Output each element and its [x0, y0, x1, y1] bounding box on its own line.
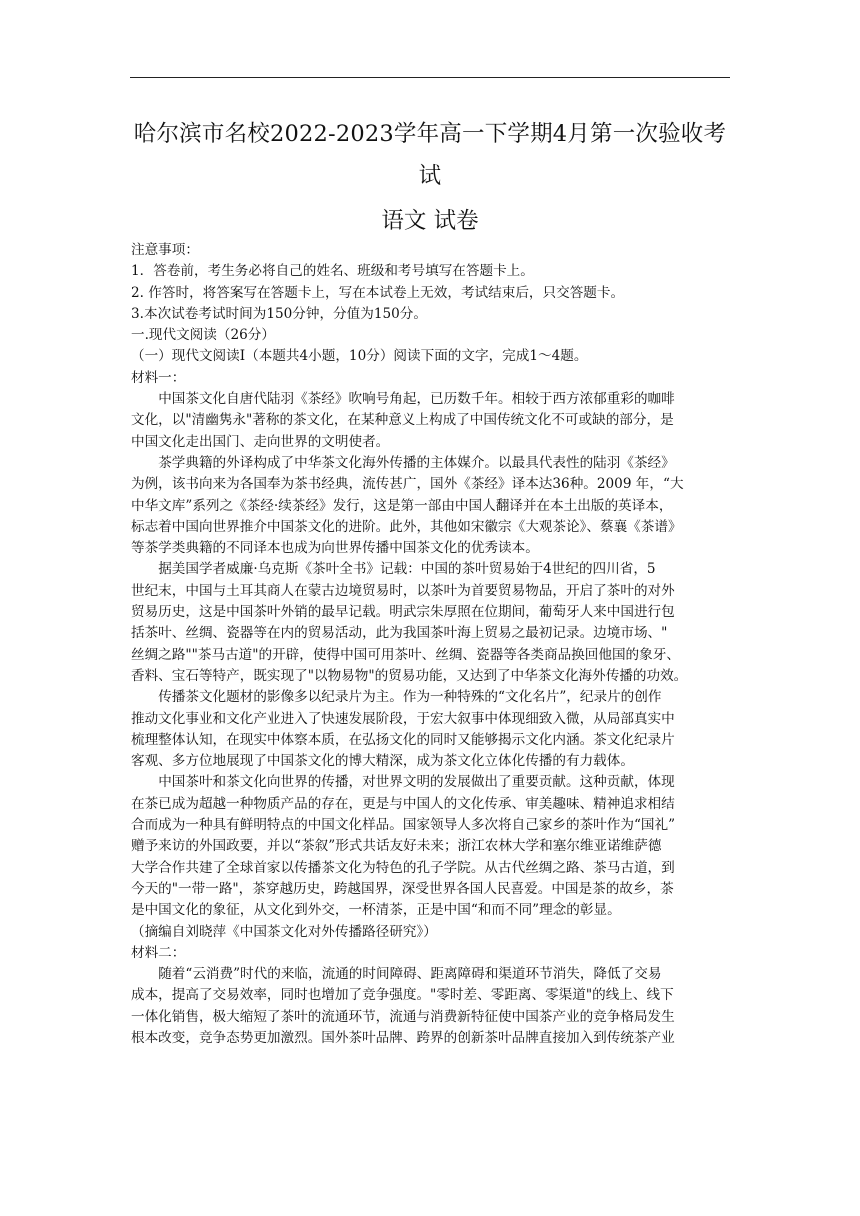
text-line: 成本，提高了交易效率，同时也增加了竞争强度。"零时差、零距离、零渠道"的线上、线下	[131, 987, 674, 1004]
material2-label: 材料二：	[131, 944, 186, 961]
material1-paragraph-1	[131, 389, 731, 453]
material2-paragraph-1	[131, 964, 731, 1049]
text-line: 在茶已成为超越一种物质产品的存在，更是与中国人的文化传承、审美趣味、精神追求相结	[131, 795, 675, 812]
material1-paragraph-2	[131, 453, 731, 559]
text-line: 标志着中国向世界推介中国茶文化的进阶。此外，其他如宋徽宗《大观茶论》、蔡襄《茶谱》	[131, 518, 682, 535]
material1-paragraph-4	[131, 687, 731, 772]
text-line: 梳理整体认知，在现实中体察本质，在弘扬文化的同时又能够揭示文化内涵。茶文化纪录片	[131, 731, 675, 748]
text-line: 推动文化事业和文化产业进入了快速发展阶段，于宏大叙事中体现细致入微，从局部真实中	[131, 710, 675, 727]
text-line: 文化，以"清幽隽永"著称的茶文化，在某种意义上构成了中国传统文化不可或缺的部分，是	[131, 412, 674, 429]
text-line: 根本改变，竞争态势更加激烈。国外茶叶品牌、跨界的创新茶叶品牌直接加入到传统茶产业	[131, 1029, 675, 1046]
text-line: 客观、多方位地展现了中国茶文化的博大精深，成为茶文化立体化传播的有力载体。	[131, 753, 634, 770]
exam-subtitle: 语文 试卷	[381, 208, 479, 234]
text-line: 中国文化走出国门、走向世界的文明使者。	[131, 433, 390, 450]
header-rule	[130, 77, 730, 78]
text-line: 据美国学者威廉·乌克斯《茶叶全书》记载：中国的茶叶贸易始于4世纪的四川省，5	[158, 561, 656, 578]
section-heading: 一.现代文阅读（26分）	[131, 327, 275, 344]
text-line: 为例，该书向来为各国奉为茶书经典，流传甚广，国外《茶经》译本达36种。2009 年，“大	[131, 476, 684, 493]
material1-label: 材料一：	[131, 369, 186, 386]
material1-paragraph-5	[131, 772, 731, 921]
text-line: 大学合作共建了全球首家以传播茶文化为特色的孔子学院。从古代丝绸之路、茶马古道，到	[131, 859, 675, 876]
text-line: 等茶学类典籍的不同译本也成为向世界传播中国茶文化的优秀读本。	[131, 540, 539, 557]
notice-item: 2. 作答时，将答案写在答题卡上，写在本试卷上无效，考试结束后，只交答题卡。	[131, 284, 625, 301]
text-line: 传播茶文化题材的影像多以纪录片为主。作为一种特殊的“文化名片”，纪录片的创作	[158, 689, 662, 706]
text-line: 合而成为一种具有鲜明特点的中国文化样品。国家领导人多次将自己家乡的茶叶作为“国礼”	[131, 817, 676, 834]
text-line: 随着“云消费”时代的来临，流通的时间障碍、距离障碍和渠道环节消失，降低了交易	[158, 966, 662, 983]
text-line: 丝绸之路""茶马古道"的开辟，使得中国可用茶叶、丝绸、瓷器等各类商品换回他国的象牙、	[131, 646, 680, 663]
text-line: 中华文库”系列之《茶经·续茶经》发行，这是第一部由中国人翻译并在本土出版的英译本，	[131, 497, 673, 514]
text-line: 今天的"一带一路"，茶穿越历史，跨越国界，深受世界各国人民喜爱。中国是茶的故乡，茶	[131, 880, 674, 897]
notice-heading: 注意事项：	[131, 242, 199, 258]
text-line: 世纪末，中国与土耳其商人在蒙古边境贸易时，以茶叶为首要贸易物品，开启了茶叶的对外	[131, 582, 675, 599]
text-line: 是中国文化的象征，从文化到外交，一杯清茶，正是中国“和而不同”理念的彰显。	[131, 902, 621, 919]
exam-title-line2: 试	[418, 163, 442, 189]
text-line: 中国茶叶和茶文化向世界的传播，对世界文明的发展做出了重要贡献。这种贡献，体现	[158, 774, 675, 791]
subsection-heading: （一）现代文阅读Ⅰ（本题共4小题，10分）阅读下面的文字，完成1～4题。	[131, 348, 588, 365]
text-line: 一体化销售，极大缩短了茶叶的流通环节，流通与消费新特征使中国茶产业的竞争格局发生	[131, 1008, 675, 1025]
text-line: 括茶叶、丝绸、瓷器等在内的贸易活动，此为我国茶叶海上贸易之最初记录。边境市场、"	[131, 625, 668, 642]
text-line: 贸易历史，这是中国茶叶外销的最早记载。明武宗朱厚照在位期间，葡萄牙人来中国进行包	[131, 604, 675, 621]
text-line: 茶学典籍的外译构成了中华茶文化海外传播的主体媒介。以最具代表性的陆羽《茶经》	[158, 454, 675, 471]
text-line: 香料、宝石等特产，既实现了"以物易物"的贸易功能，又达到了中华茶文化海外传播的功效。	[131, 667, 688, 684]
text-line: 中国茶文化自唐代陆羽《茶经》吹响号角起，已历数千年。相较于西方浓郁重彩的咖啡	[158, 391, 675, 408]
text-line: 赠予来访的外国政要，并以“茶叙”形式共话友好未来；浙江农林大学和塞尔维亚诺维萨德	[131, 838, 662, 855]
notice-item: 3.本次试卷考试时间为150分钟，分值为150分。	[131, 305, 427, 322]
exam-title-line1: 哈尔滨市名校2022-2023学年高一下学期4月第一次验收考	[133, 121, 727, 147]
material1-paragraph-3	[131, 559, 731, 687]
exam-body	[131, 240, 731, 1049]
material1-source: （摘编自刘晓萍《中国茶文化对外传播路径研究》）	[131, 923, 437, 940]
notice-item: 1．答卷前，考生务必将自己的姓名、班级和考号填写在答题卡上。	[131, 263, 534, 280]
